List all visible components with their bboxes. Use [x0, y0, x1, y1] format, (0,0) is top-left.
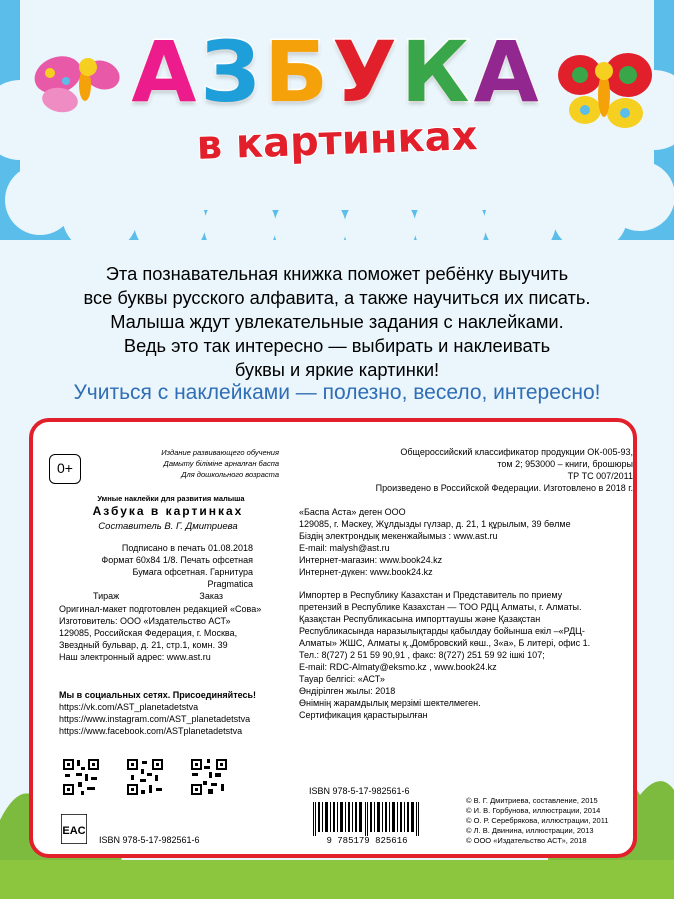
title-letter: Б — [264, 23, 333, 121]
description-line: Эта познавательная книжка поможет ребёнку выучить — [105, 263, 569, 284]
importer-line: претензий в Республике Казахстан — ТОО РДЦ Алматы, г. Алматы. — [299, 602, 582, 612]
publisher-line: Изготовитель: ООО «Издательство АСТ» — [59, 616, 231, 626]
title-letter: А — [131, 23, 201, 121]
social-link-facebook[interactable]: https://www.facebook.com/ASTplanetadetstva — [59, 726, 243, 736]
classifier-line: том 2; 953000 – книги, брошюры — [497, 459, 633, 469]
tirazh-label: Тираж — [93, 591, 120, 601]
edition-line: Дамыту біліміне арналған баспа — [163, 459, 279, 468]
edition-header — [91, 447, 279, 480]
importer-line: Сертификация қарастырылған — [299, 710, 428, 720]
importer-line: E-mail: RDC-Almaty@eksmo.kz , www.book24.kz — [299, 662, 497, 672]
compiler: Составитель В. Г. Дмитриева — [98, 521, 238, 532]
social-links — [59, 689, 289, 737]
copyright-line: © О. Р. Серебрякова, иллюстрации, 2011 — [466, 816, 609, 825]
publisher-line: Наш электронный адрес: www.ast.ru — [59, 652, 211, 662]
eac-mark-icon — [61, 814, 87, 844]
classifier-line: Общероссийский классификатор продукции ОК-005-93, — [400, 447, 633, 457]
baspa-line: E-mail: malysh@ast.ru — [299, 543, 390, 553]
baspa-line: Интернет-дүкен: www.book24.kz — [299, 567, 433, 577]
eac-text: EAC — [62, 825, 86, 837]
qr-code-vk-icon[interactable] — [61, 757, 101, 797]
imprint-card — [29, 418, 637, 858]
isbn-right: ISBN 978-5-17-982561-6 — [309, 786, 410, 796]
social-link-instagram[interactable]: https://www.instagram.com/AST_planetadetstva — [59, 714, 251, 724]
baspa-line: Интернет-магазин: www.book24.kz — [299, 555, 443, 565]
series-name: Умные наклейки для развития малыша — [97, 494, 245, 503]
importer-line: Қазақстан Республикасына импорттаушы және Қазақстан — [299, 614, 541, 624]
baspa-line: «Баспа Аста» деген ООО — [299, 507, 406, 517]
copyright-line: © И. В. Горбунова, иллюстрации, 2014 — [466, 806, 601, 815]
importer-line: Импортер в Республику Казахстан и Представитель по приему — [299, 590, 563, 600]
description-line: все буквы русского алфавита, а также научиться их писать. — [83, 287, 591, 308]
classifier-info — [273, 446, 633, 494]
importer-info — [299, 589, 639, 721]
importer-line: Тауар белгісі: «АСТ» — [299, 674, 385, 684]
title-letter: З — [200, 23, 265, 121]
publisher-line: Звездный бульвар, д. 21, стр.1, комн. 39 — [59, 640, 228, 650]
description-line: Ведь это так интересно — выбирать и наклеивать — [123, 335, 551, 356]
importer-line: Өндірілген жылы: 2018 — [299, 686, 396, 696]
edition-line: Издание развивающего обучения — [161, 448, 279, 457]
book-title-letters — [0, 22, 674, 122]
description-line: буквы и яркие картинки! — [234, 359, 440, 380]
copyright-line: © В. Г. Дмитриева, составление, 2015 — [466, 796, 598, 805]
importer-line: Өнімнің жарамдылық мерзімі шектелмеген. — [299, 698, 481, 708]
barcode-icon — [309, 802, 429, 844]
copyright-line: © ООО «Издательство АСТ», 2018 — [466, 836, 587, 845]
title-letter: У — [332, 23, 401, 121]
copyright — [466, 796, 609, 846]
qr-code-facebook-icon[interactable] — [189, 757, 229, 797]
description — [0, 262, 674, 382]
barcode-number: 9 785179 825616 — [326, 836, 408, 844]
qr-code-instagram-icon[interactable] — [125, 757, 165, 797]
description-line: Малыша ждут увлекательные задания с наклейками. — [110, 311, 564, 332]
book-subtitle: в картинках — [195, 113, 479, 169]
classifier-line: Произведено в Российской Федерации. Изготовлено в 2018 г. — [375, 483, 633, 493]
zakaz-label: Заказ — [199, 591, 223, 601]
age-rating-badge: 0+ — [49, 454, 81, 484]
social-link-vk[interactable]: https://vk.com/AST_planetadetstva — [59, 702, 199, 712]
isbn-left: ISBN 978-5-17-982561-6 — [99, 835, 200, 845]
publisher-line: Оригинал-макет подготовлен редакцией «Сова» — [59, 604, 262, 614]
print-line: Подписано в печать 01.08.2018 — [121, 543, 253, 553]
classifier-line: ТР ТС 007/2011 — [567, 471, 633, 481]
baspa-line: Біздің электрондық мекенжайымыз : www.ast.ru — [299, 531, 498, 541]
print-line: Формат 60x84 1/8. Печать офсетная — [101, 555, 253, 565]
importer-line: Алматы» ЖШС, Алматы қ.,Домбровский көш., 3«а», Б литері, офис 1. — [299, 638, 591, 648]
edition-line: Для дошкольного возраста — [181, 470, 279, 479]
social-title: Мы в социальных сетях. Присоединяйтесь! — [59, 690, 257, 700]
publisher-line: 129085, Российская Федерация, г. Москва, — [59, 628, 238, 638]
importer-line: Республикасында наразылықтарды қабылдау бойынша екіл –«РДЦ- — [299, 626, 585, 636]
print-line: Бумага офсетная. Гарнитура Pragmatica — [132, 567, 253, 589]
slogan: Учиться с наклейками — полезно, весело, интересно! — [73, 381, 601, 404]
title-letter: А — [473, 23, 543, 121]
title-letter: К — [400, 23, 474, 121]
baspa-line: 129085, г. Мәскеу, Жұлдызды гүлзар, д. 21, 1 құрылым, 39 бөлме — [299, 519, 571, 529]
copyright-line: © Л. В. Двинина, иллюстрации, 2013 — [466, 826, 594, 835]
print-details — [93, 542, 253, 602]
publisher-info — [59, 603, 289, 663]
imprint-book-title: Азбука в картинках — [92, 504, 244, 518]
kazakh-publisher-info — [299, 506, 629, 578]
importer-line: Тел.: 8(727) 2 51 59 90,91 , факс: 8(727) 251 59 92 ішкі 107; — [299, 650, 545, 660]
